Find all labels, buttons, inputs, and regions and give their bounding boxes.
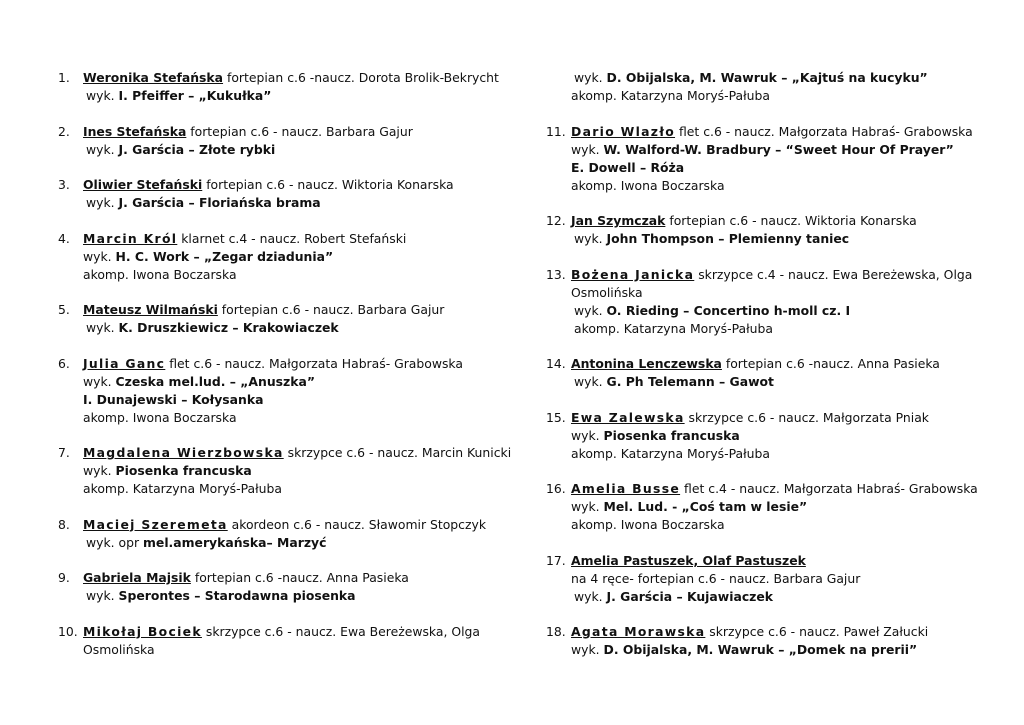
entry-text: flet c.6 - naucz. Małgorzata Habraś- Grabowska (165, 355, 463, 371)
entry-text: fortepian c.6 - naucz. Barbara Gajur (186, 123, 413, 139)
entry-line (83, 266, 518, 284)
entry-text: akomp. Katarzyna Moryś-Pałuba (571, 88, 770, 103)
piece-title: I. Dunajewski – Kołysanka (83, 391, 264, 407)
entry-text: wyk. (574, 588, 607, 604)
entry-line (83, 123, 518, 141)
piece-title: Piosenka francuska (115, 463, 252, 478)
entry-line (571, 641, 986, 659)
performer-name: Weronika Stefańska (83, 70, 224, 85)
entry-text: wyk. opr (86, 534, 143, 550)
program-entry (58, 230, 518, 284)
entry-text: wyk. (83, 373, 116, 389)
entry-number: 12. (546, 213, 566, 228)
program-column-right (546, 69, 986, 677)
entry-line (83, 69, 518, 87)
program-entry (546, 552, 986, 606)
entry-line (571, 552, 986, 570)
program-entry (546, 123, 986, 195)
piece-title: H. C. Work – „Zegar dziadunia” (115, 248, 334, 264)
entry-line (571, 284, 986, 302)
program-entry (546, 409, 986, 463)
entry-line (571, 623, 986, 641)
entry-number: 9. (58, 570, 70, 585)
entry-line (83, 248, 518, 266)
entry-number: 2. (58, 123, 70, 139)
entry-number: 5. (58, 302, 70, 317)
entry-line (83, 409, 518, 427)
piece-title: O. Rieding – Concertino h-moll cz. I (606, 302, 851, 318)
entry-line (571, 445, 986, 463)
entry-text: fortepian c.6 - naucz. Wiktoria Konarska (665, 213, 917, 228)
entry-text: skrzypce c.6 - naucz. Ewa Bereżewska, Olga (201, 623, 480, 639)
entry-text: fortepian c.6 -naucz. Anna Pasieka (190, 570, 409, 585)
program-entry (58, 444, 518, 498)
entry-text: wyk. (83, 463, 116, 478)
program-entry (58, 176, 518, 212)
entry-line (83, 301, 518, 319)
entry-text: na 4 ręce- fortepian c.6 - naucz. Barbara Gajur (571, 570, 861, 586)
piece-title: J. Garścia – Kujawiaczek (606, 588, 774, 604)
entry-text: wyk. (571, 642, 604, 657)
entry-line (571, 427, 986, 445)
entry-text: wyk. (86, 88, 119, 103)
performer-name: Ines Stefańska (83, 123, 187, 139)
entry-text: flet c.4 - naucz. Małgorzata Habraś- Grabowska (680, 481, 978, 496)
performer-name: Amelia Busse (571, 481, 681, 496)
entry-number: 18. (546, 624, 566, 639)
performer-name: Marcin Król (83, 230, 178, 246)
entry-text: skrzypce c.6 - naucz. Paweł Załucki (705, 624, 929, 639)
entry-text: wyk. (86, 588, 119, 603)
entry-text: akomp. Iwona Boczarska (571, 177, 725, 193)
program-entry (58, 516, 518, 552)
entry-line (83, 444, 518, 462)
performer-name: Ewa Zalewska (571, 409, 685, 425)
program-entry (58, 623, 518, 659)
performer-name: Mateusz Wilmański (83, 302, 218, 317)
entry-number: 7. (58, 445, 70, 460)
entry-line (571, 302, 986, 320)
entry-text: wyk. (83, 248, 116, 264)
program-entry (546, 355, 986, 391)
program-entry (58, 301, 518, 337)
entry-line (571, 409, 986, 427)
entry-line (571, 159, 986, 177)
entry-line (83, 176, 518, 194)
entry-number: 10. (58, 623, 78, 639)
program-entry (58, 123, 518, 159)
entry-line (83, 587, 518, 605)
entry-line (83, 319, 518, 337)
entry-number: 8. (58, 516, 70, 532)
program-column-left (58, 69, 518, 676)
program-entry (546, 480, 986, 534)
entry-line (571, 480, 986, 498)
entry-line (83, 194, 518, 212)
entry-text: wyk. (86, 141, 119, 157)
entry-number: 4. (58, 230, 70, 246)
performer-name: Bożena Janicka (571, 266, 695, 282)
program-entry (58, 69, 518, 105)
entry-line (83, 534, 518, 552)
entry-text: akordeon c.6 - naucz. Sławomir Stopczyk (227, 516, 486, 532)
piece-title: John Thompson – Plemienny taniec (606, 231, 850, 246)
entry-line (83, 87, 518, 105)
entry-text: akomp. Iwona Boczarska (83, 266, 237, 282)
piece-title: Czeska mel.lud. – „Anuszka” (115, 373, 315, 389)
entry-number: 15. (546, 409, 566, 425)
entry-text: wyk. (571, 141, 604, 157)
entry-number: 1. (58, 70, 70, 85)
entry-text: klarnet c.4 - naucz. Robert Stefański (177, 230, 407, 246)
entry-line (571, 177, 986, 195)
performer-name: Oliwier Stefański (83, 177, 203, 192)
entry-line (571, 570, 986, 588)
entry-text: wyk. (571, 499, 604, 514)
entry-number: 14. (546, 356, 566, 371)
entry-line (571, 266, 986, 284)
entry-text: wyk. (86, 195, 119, 210)
performer-name: Julia Ganc (83, 355, 166, 371)
entry-line (571, 516, 986, 534)
entry-line (571, 123, 986, 141)
entry-text: fortepian c.6 - naucz. Wiktoria Konarska (202, 177, 454, 192)
piece-title: K. Druszkiewicz – Krakowiaczek (118, 320, 339, 335)
performer-name: Magdalena Wierzbowska (83, 445, 284, 460)
entry-text: skrzypce c.6 - naucz. Marcin Kunicki (283, 445, 512, 460)
entry-text: akomp. Katarzyna Moryś-Pałuba (574, 320, 773, 336)
program-entry (546, 212, 986, 248)
program-entry (546, 623, 986, 659)
entry-text: wyk. (574, 374, 607, 389)
piece-title: E. Dowell – Róża (571, 159, 685, 175)
entry-line (83, 141, 518, 159)
entry-line (83, 623, 518, 641)
entry-number: 6. (58, 355, 70, 371)
piece-title: Sperontes – Starodawna piosenka (118, 588, 356, 603)
entry-text: wyk. (574, 70, 607, 85)
entry-line (571, 588, 986, 606)
entry-line (83, 355, 518, 373)
entry-line (83, 516, 518, 534)
entry-line (83, 230, 518, 248)
entry-text: akomp. Iwona Boczarska (571, 517, 725, 532)
entry-line (571, 320, 986, 338)
entry-line (83, 569, 518, 587)
entry-text: wyk. (86, 320, 119, 335)
piece-title: J. Garścia – Złote rybki (118, 141, 276, 157)
entry-line (83, 373, 518, 391)
entry-line (571, 212, 986, 230)
performer-name: Amelia Pastuszek, Olaf Pastuszek (571, 552, 806, 568)
entry-line (83, 462, 518, 480)
performer-name: Dario Wlazło (571, 123, 676, 139)
piece-title: I. Pfeiffer – „Kukułka” (118, 88, 272, 103)
performer-name: Agata Morawska (571, 624, 706, 639)
entry-text: Osmolińska (571, 284, 643, 300)
entry-text: akomp. Iwona Boczarska (83, 409, 237, 425)
performer-name: Antonina Lenczewska (571, 356, 722, 371)
entry-line (83, 480, 518, 498)
entry-line (571, 498, 986, 516)
program-entry (546, 266, 986, 338)
piece-title: D. Obijalska, M. Wawruk – „Domek na prerii” (603, 642, 918, 657)
piece-title: D. Obijalska, M. Wawruk – „Kajtuś na kucyku” (606, 70, 928, 85)
entry-number: 13. (546, 266, 566, 282)
entry-line (83, 391, 518, 409)
entry-number: 3. (58, 177, 70, 192)
entry-text: fortepian c.6 -naucz. Anna Pasieka (721, 356, 940, 371)
program-entry (58, 569, 518, 605)
entry-line (571, 230, 986, 248)
piece-title: J. Garścia – Floriańska brama (118, 195, 321, 210)
entry-text: wyk. (574, 302, 607, 318)
entry-line (571, 87, 986, 105)
entry-number: 11. (546, 123, 566, 139)
performer-name: Gabriela Majsik (83, 570, 191, 585)
performer-name: Maciej Szeremeta (83, 516, 228, 532)
entry-line (571, 373, 986, 391)
entry-text: flet c.6 - naucz. Małgorzata Habraś- Grabowska (675, 123, 973, 139)
program-entry (546, 69, 986, 105)
entry-number: 17. (546, 552, 566, 568)
entry-text: wyk. (571, 427, 604, 443)
program-entry (58, 355, 518, 427)
entry-text: skrzypce c.6 - naucz. Małgorzata Pniak (684, 409, 929, 425)
entry-line (571, 141, 986, 159)
entry-line (571, 69, 986, 87)
entry-text: fortepian c.6 - naucz. Barbara Gajur (217, 302, 445, 317)
entry-text: fortepian c.6 -naucz. Dorota Brolik-Bekrycht (223, 70, 499, 85)
entry-text: akomp. Katarzyna Moryś-Pałuba (83, 481, 282, 496)
piece-title: Mel. Lud. - „Coś tam w lesie” (603, 499, 808, 514)
piece-title: G. Ph Telemann – Gawot (606, 374, 774, 389)
piece-title: Piosenka francuska (603, 427, 740, 443)
entry-text: akomp. Katarzyna Moryś-Pałuba (571, 445, 770, 461)
entry-line (83, 641, 518, 659)
performer-name: Mikołaj Bociek (83, 623, 202, 639)
entry-text: Osmolińska (83, 641, 155, 657)
piece-title: W. Walford-W. Bradbury – “Sweet Hour Of Prayer” (603, 141, 954, 157)
entry-text: skrzypce c.4 - naucz. Ewa Bereżewska, Olga (694, 266, 973, 282)
performer-name: Jan Szymczak (571, 213, 666, 228)
piece-title: mel.amerykańska– Marzyć (143, 534, 327, 550)
entry-text: wyk. (574, 231, 607, 246)
entry-line (571, 355, 986, 373)
entry-number: 16. (546, 481, 566, 496)
